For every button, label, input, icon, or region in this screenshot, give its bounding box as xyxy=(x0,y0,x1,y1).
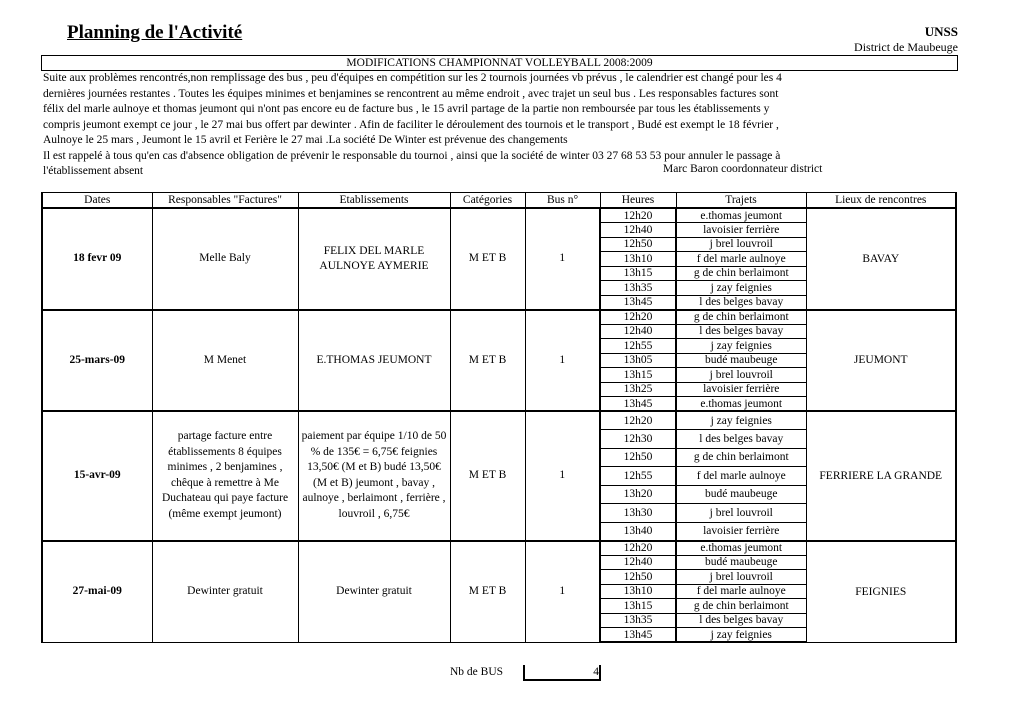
heure-cell: 13h15 xyxy=(600,266,676,281)
heure-cell: 13h05 xyxy=(600,353,676,368)
table-row xyxy=(42,411,956,430)
notice-line: Il est rappelé à tous qu'en cas d'absence obligation de prévenir le responsable du tournoi , ainsi que la société de winter 03 27 68 53 53 pour annuler le passage à xyxy=(43,149,781,162)
categorie-cell-text: M ET B xyxy=(468,252,507,265)
lieu-cell: FERRIERE LA GRANDE xyxy=(806,411,956,541)
col-heures: Heures xyxy=(600,193,676,209)
lieu-cell: JEUMONT xyxy=(806,310,956,412)
col-lieux: Lieux de rencontres xyxy=(806,193,956,209)
heure-cell: 13h20 xyxy=(600,485,676,504)
categorie-cell-text: M ET B xyxy=(468,353,507,366)
schedule-table xyxy=(41,192,957,643)
col-categories: Catégories xyxy=(450,193,525,209)
heure-cell: 12h40 xyxy=(600,223,676,238)
responsable-cell-text: M Menet xyxy=(203,353,247,366)
responsable-cell-text: Melle Baly xyxy=(199,252,251,265)
categorie-cell xyxy=(450,310,525,412)
heure-cell: 13h40 xyxy=(600,522,676,541)
notice-line: compris jeumont exempt ce jour , le 27 mai bus offert par dewinter . Afin de faciliter le déroulement des tournois et le transport , Budé est exempt le 18 février , xyxy=(43,118,779,131)
trajet-cell: j brel louvroil xyxy=(676,237,806,252)
categorie-cell-text: M ET B xyxy=(468,469,507,482)
heure-cell: 13h45 xyxy=(600,295,676,310)
bus-cell xyxy=(525,208,600,310)
heure-cell: 13h45 xyxy=(600,397,676,412)
organization-name: UNSS xyxy=(924,24,958,39)
col-etablissements: Etablissements xyxy=(298,193,450,209)
trajet-cell: j brel louvroil xyxy=(676,570,806,585)
date-cell xyxy=(42,541,152,643)
trajet-cell: budé maubeuge xyxy=(676,555,806,570)
trajet-cell: j brel louvroil xyxy=(676,504,806,523)
trajet-cell: f del marle aulnoye xyxy=(676,584,806,599)
trajet-cell: budé maubeuge xyxy=(676,485,806,504)
heure-cell: 13h45 xyxy=(600,628,676,643)
heure-cell: 12h55 xyxy=(600,339,676,354)
lieu-cell: FEIGNIES xyxy=(806,541,956,643)
bus-cell xyxy=(525,411,600,541)
col-dates: Dates xyxy=(42,193,152,209)
district-name: District de Maubeuge xyxy=(854,40,958,54)
trajet-cell: lavoisier ferrière xyxy=(676,382,806,397)
heure-cell: 13h10 xyxy=(600,584,676,599)
heure-cell: 12h50 xyxy=(600,237,676,252)
heure-cell: 13h35 xyxy=(600,281,676,296)
trajet-cell: budé maubeuge xyxy=(676,353,806,368)
heure-cell: 13h30 xyxy=(600,504,676,523)
trajet-cell: l des belges bavay xyxy=(676,430,806,449)
trajet-cell: e.thomas jeumont xyxy=(676,397,806,412)
page-title: Planning de l'Activité xyxy=(67,22,243,43)
signature: Marc Baron coordonnateur district xyxy=(663,163,823,175)
etablissement-cell-text: E.THOMAS JEUMONT xyxy=(316,353,432,366)
notice-line: félix del marle aulnoye et thomas jeumont qui n'ont pas encore eu de facture bus , le 15 avril partage de la partie non remboursée par tous les établissements y xyxy=(43,103,770,115)
heure-cell: 13h25 xyxy=(600,382,676,397)
date-cell xyxy=(42,208,152,310)
etablissement-cell-text: Dewinter gratuit xyxy=(336,585,412,597)
heure-cell: 13h15 xyxy=(600,599,676,614)
notice-line: Suite aux problèmes rencontrés,non remplissage des bus , peu d'équipes en compétition sur les 2 tournois journées vb prévus , le calendrier est changé pour les 4 xyxy=(43,72,782,84)
heure-cell: 12h20 xyxy=(600,411,676,430)
heure-cell: 13h10 xyxy=(600,252,676,267)
categorie-cell xyxy=(450,208,525,310)
responsable-cell xyxy=(152,208,298,310)
trajet-cell: j zay feignies xyxy=(676,411,806,430)
table-row xyxy=(42,541,956,556)
responsable-cell xyxy=(152,411,298,541)
col-bus: Bus n° xyxy=(525,193,600,209)
trajet-cell: j zay feignies xyxy=(676,339,806,354)
trajet-cell: l des belges bavay xyxy=(676,295,806,310)
etablissement-cell xyxy=(298,411,450,541)
date-cell-text: 15-avr-09 xyxy=(73,469,121,482)
trajet-cell: j zay feignies xyxy=(676,281,806,296)
nb-bus-label: Nb de BUS xyxy=(450,666,504,678)
trajet-cell: g de chin berlaimont xyxy=(676,310,806,325)
trajet-cell: g de chin berlaimont xyxy=(676,266,806,281)
bus-cell-text: 1 xyxy=(559,585,566,597)
nb-bus-value: 4 xyxy=(523,665,601,681)
col-responsables: Responsables "Factures" xyxy=(152,193,298,209)
heure-cell: 13h35 xyxy=(600,613,676,628)
heure-cell: 12h30 xyxy=(600,430,676,449)
date-cell-text: 25-mars-09 xyxy=(69,353,126,366)
etablissement-cell xyxy=(298,541,450,643)
categorie-cell-text: M ET B xyxy=(468,585,507,597)
responsable-cell xyxy=(152,310,298,412)
trajet-cell: g de chin berlaimont xyxy=(676,599,806,614)
heure-cell: 12h40 xyxy=(600,555,676,570)
heure-cell: 13h15 xyxy=(600,368,676,383)
heure-cell: 12h50 xyxy=(600,570,676,585)
trajet-cell: l des belges bavay xyxy=(676,613,806,628)
heure-cell: 12h20 xyxy=(600,208,676,223)
date-cell-text: 18 fevr 09 xyxy=(73,252,122,265)
heure-cell: 12h50 xyxy=(600,448,676,467)
bus-cell xyxy=(525,310,600,412)
date-cell xyxy=(42,310,152,412)
bus-cell-text: 1 xyxy=(559,353,566,366)
date-cell-text: 27-mai-09 xyxy=(72,585,122,597)
table-row xyxy=(42,310,956,325)
trajet-cell: e.thomas jeumont xyxy=(676,541,806,556)
lieu-cell: BAVAY xyxy=(806,208,956,310)
table-row xyxy=(42,208,956,223)
heure-cell: 12h40 xyxy=(600,324,676,339)
bus-cell-text: 1 xyxy=(559,469,566,482)
heure-cell: 12h20 xyxy=(600,541,676,556)
trajet-cell: f del marle aulnoye xyxy=(676,467,806,486)
categorie-cell xyxy=(450,541,525,643)
bus-cell-text: 1 xyxy=(559,252,566,265)
etablissement-cell xyxy=(298,208,450,310)
trajet-cell: lavoisier ferrière xyxy=(676,223,806,238)
trajet-cell: l des belges bavay xyxy=(676,324,806,339)
trajet-cell: e.thomas jeumont xyxy=(676,208,806,223)
trajet-cell: g de chin berlaimont xyxy=(676,448,806,467)
trajet-cell: f del marle aulnoye xyxy=(676,252,806,267)
notice-line: l'établissement absent xyxy=(43,165,144,177)
notice-line: dernières journées restantes . Toutes les équipes minimes et benjamines se rencontrent au même endroit , avec trajet un seul bus . Les responsables factures sont xyxy=(43,87,779,100)
etablissement-cell-text: paiement par équipe 1/10 de 50 % de 135€ = 6,75€ feignies 13,50€ (M et B) budé 13,50€ (M et B) jeumont , bavay , aulnoye , berlaimont , ferrière , louvroil , 6,75€ xyxy=(301,430,447,520)
responsable-cell-text: partage facture entre établissements 8 équipes minimes , 2 benjamines , chêque à remettre à Me Duchateau qui paye facture (même exempt jeumont) xyxy=(161,430,289,520)
modifications-title: MODIFICATIONS CHAMPIONNAT VOLLEYBALL 2008:2009 xyxy=(41,55,958,71)
responsable-cell xyxy=(152,541,298,643)
header-row xyxy=(42,193,956,209)
bus-cell xyxy=(525,541,600,643)
notice-line: Aulnoye le 25 mars , Jeumont le 15 avril et Ferière le 27 mai .La société De Winter est prévenue des changements xyxy=(43,134,568,146)
trajet-cell: j zay feignies xyxy=(676,628,806,643)
categorie-cell xyxy=(450,411,525,541)
trajet-cell: j brel louvroil xyxy=(676,368,806,383)
etablissement-cell-text: FELIX DEL MARLE AULNOYE AYMERIE xyxy=(319,244,429,272)
col-trajets: Trajets xyxy=(676,193,806,209)
responsable-cell-text: Dewinter gratuit xyxy=(187,585,263,597)
heure-cell: 12h55 xyxy=(600,467,676,486)
trajet-cell: lavoisier ferrière xyxy=(676,522,806,541)
heure-cell: 12h20 xyxy=(600,310,676,325)
date-cell xyxy=(42,411,152,541)
etablissement-cell xyxy=(298,310,450,412)
